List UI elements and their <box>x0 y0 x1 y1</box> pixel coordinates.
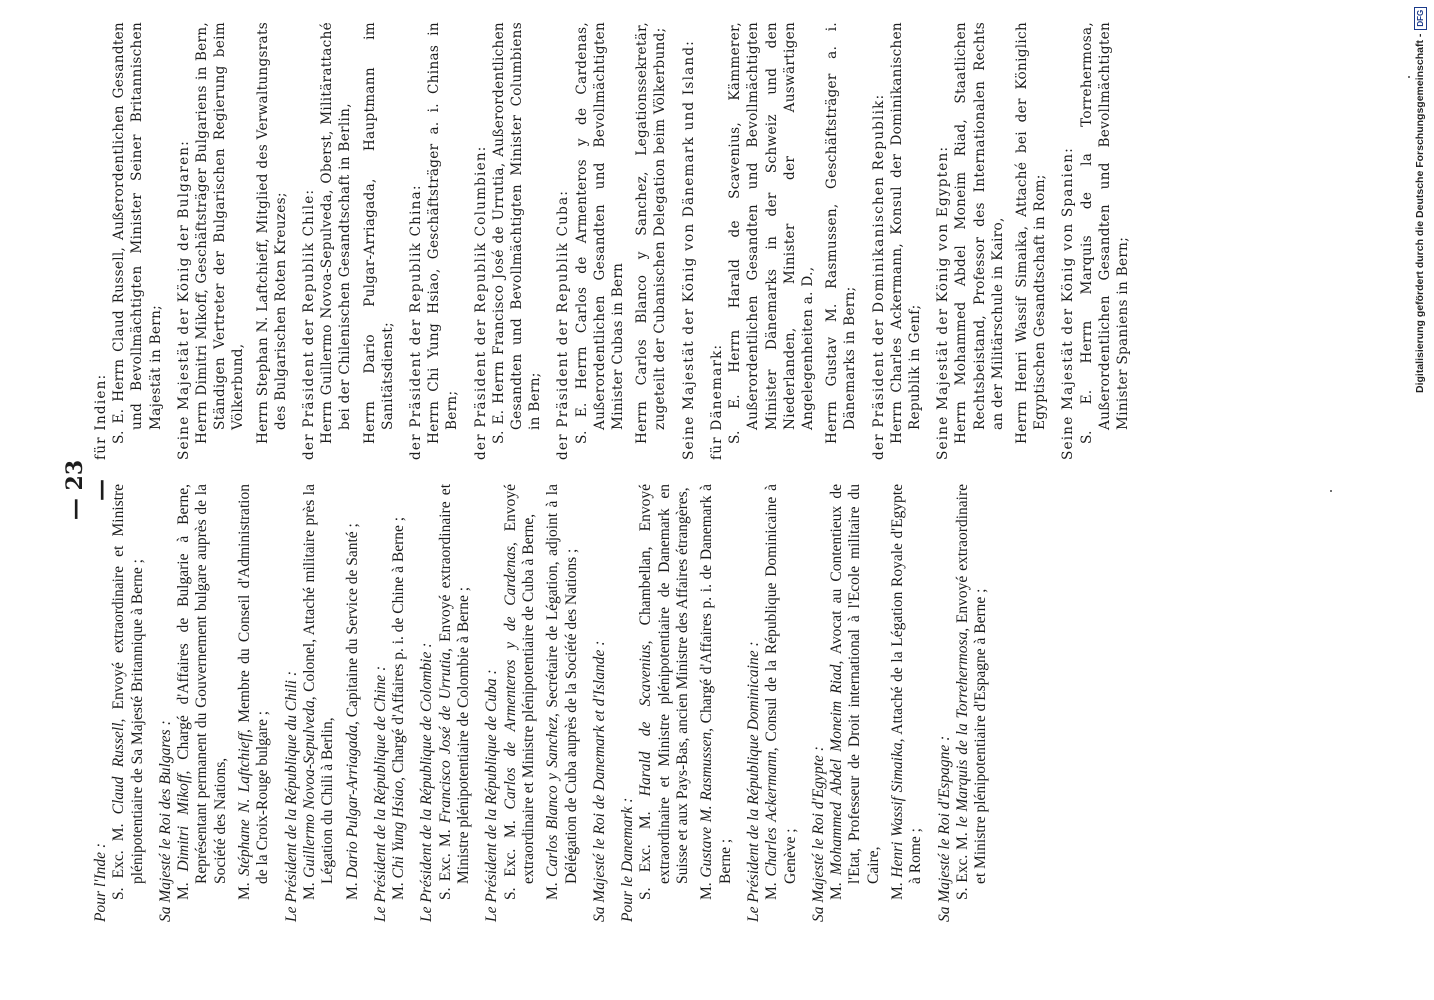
scan-speck <box>1330 490 1332 492</box>
section-header: Sa Majesté le Roi des Bulgares : <box>156 720 174 922</box>
entry-rest: Avocat au Contentieux de l'Etat, Professeur de Droit international à l'Ecole militaire du Caire, <box>828 484 882 884</box>
dfg-logo: DFG <box>1414 7 1427 30</box>
entry-rest: Envoyé extraordinaire et Ministre plénipotentiaire de Colombie à Berne ; <box>436 484 473 884</box>
entry-name: Gustave M. Rasmussen, <box>698 728 716 878</box>
entry-rest: Membre du Conseil d'Administration de la Croix-Rouge bulgare ; <box>236 484 272 884</box>
section <box>870 22 925 460</box>
entry-prefix: M. <box>888 877 906 900</box>
entry-prefix: M. <box>544 876 562 900</box>
section-header: der Präsident der Republik China: <box>408 184 425 460</box>
section-header: Pour l'Inde : <box>92 842 109 922</box>
entry-rest: Envoyé extraordinaire et Ministre plénipotentiaire de Sa Majesté Britannique à Berne ; <box>110 483 146 884</box>
entry-prefix: S. Exc. M. <box>110 814 128 900</box>
entry-name: Charles Ackermann, <box>763 747 781 877</box>
entry-prefix: M. <box>236 876 254 900</box>
delegate-entry: Herrn Guillermo Novoa-Sepulveda, Oberst, Militärattaché bei der Chilenischen Gesandtschaft in Berlin, <box>319 22 354 444</box>
entry-name: le Marquis de la Torrehermosa, <box>953 627 971 828</box>
entry-name: Carlos de Armenteros y de Cardenas, <box>501 542 519 810</box>
section <box>934 22 1049 460</box>
scan-speck <box>1408 76 1410 78</box>
section-header: Sa Majesté le Roi de Danemark et d'Islande : <box>590 640 608 922</box>
delegate-entry: S. E. Herrn Harald de Scavenius, Kämmerer, Außerordentlichen Gesandten und Bevollmächtigten Minister Dänemarks in der Schweiz und den Niederlanden, Minister der Auswärtigen Angelegenheiten a. D., <box>727 22 816 444</box>
delegate-entry <box>502 484 539 922</box>
entry-prefix: M. <box>175 871 193 900</box>
section <box>619 484 735 922</box>
delegate-entry <box>544 484 581 922</box>
section-header: Le Président de la République du Chili : <box>282 671 300 922</box>
entry-name: Henri Wassif Simaika, <box>888 738 906 878</box>
section-header: Le Président de la République Dominicaine : <box>744 641 762 922</box>
delegate-entry <box>763 484 800 922</box>
credit-text: Digitalisierung gefördert durch die Deutsche Forschungsgemeinschaft - <box>1414 33 1426 393</box>
section <box>1059 22 1132 460</box>
delegate-entry: S. E. Herrn Carlos de Armenteros y de Cardenas, Außerordentlichen Gesandten und Bevollmächtigten Minister Cubas in Bern <box>573 22 627 444</box>
section-header: Pour le Danemark : <box>619 797 637 922</box>
section <box>418 484 473 922</box>
section-header: Le Président de la République de Cuba : <box>483 669 501 922</box>
entry-rest: Chargé d'Affaires de Bulgarie à Berne, Représentant permanent du Gouvernement bulgare auprès de la Société des Nations, <box>175 484 229 884</box>
section <box>407 22 462 460</box>
section <box>936 484 991 922</box>
digitization-credit <box>1412 8 1434 393</box>
entry-name: Stéphane N. Laftchieff, <box>236 729 254 877</box>
delegate-entry <box>175 484 230 922</box>
entry-rest: Chargé d'Affaires p. i. de Danemark à Berne ; <box>698 484 734 884</box>
delegate-entry: Herrn Charles Ackermann, Konsul der Dominikanischen Republik in Genf; <box>888 22 923 444</box>
entry-name: Harald de Scavenius, <box>637 640 655 797</box>
delegate-entry: Herrn Carlos Blanco y Sanchez, Legationssekretär, zugeteilt der Cubanischen Delegation beim Völkerbund; <box>634 22 669 444</box>
delegate-entry <box>437 484 474 922</box>
delegate-entry <box>110 484 147 922</box>
section-header: für Dänemark: <box>708 343 725 460</box>
delegate-entry: Herrn Henri Wassif Simaika, Attaché bei der Königlich Egyptischen Gesandtschaft in Rom; <box>1013 22 1049 444</box>
section <box>745 484 800 922</box>
section-header: Seine Majestät der König von Spanien: <box>1060 146 1077 460</box>
entry-rest: Colonel, Attaché militaire près la Légation du Chili à Berlin, <box>300 484 337 884</box>
section-header: der Präsident der Republik Cuba: <box>555 189 572 460</box>
entry-prefix: M. <box>828 875 846 900</box>
section <box>472 22 545 460</box>
entry-prefix: M. <box>343 878 361 900</box>
entry-rest: Consul de la République Dominicaine à Genève ; <box>763 484 799 884</box>
section-header: der Präsident der Republik Chile: <box>301 188 318 460</box>
delegate-entry <box>301 484 338 922</box>
section-header: Sa Majesté le Roi d'Espagne : <box>935 735 953 922</box>
delegate-entry: S. E. Herrn Marquis de la Torrehermosa, Außerordentlichen Gesandten und Bevollmächtigten Minister Spaniens in Bern; <box>1078 22 1131 444</box>
section-header: Seine Majestät der König von Egypten: <box>935 145 952 460</box>
section-header: Seine Majestät der König von Dänemark und Island: <box>680 39 697 460</box>
entry-rest: Attaché de la Légation Royale d'Egypte à Rome ; <box>888 484 925 884</box>
entry-prefix: M. <box>763 876 781 900</box>
delegate-entry <box>390 484 408 922</box>
section-header: Seine Majestät der König der Bulgaren: <box>175 139 192 460</box>
german-column <box>92 22 1142 460</box>
entry-name: Dario Pulgar-Arriagada, <box>343 721 361 879</box>
entry-name: Carlos Blanco y Sanchez, <box>544 713 562 877</box>
entry-prefix: M. <box>698 877 716 900</box>
section <box>283 484 362 922</box>
entry-prefix: S. Exc. M. <box>637 796 655 900</box>
section-header: für Indien: <box>93 373 109 460</box>
delegate-entry: Herrn Stephan N. Laftchieff, Mitglied des Verwaltungsrats des Bulgarischen Roten Kreuzes; <box>254 22 289 444</box>
page-number: — 23 — <box>62 459 114 521</box>
entry-rest: Chargé d'Affaires p. i. de Chine à Berne ; <box>390 516 408 777</box>
entry-name: Dimitri Mikoff, <box>175 770 193 872</box>
entry-rest: Envoyé extraordinaire et Ministre plénipotentiaire d'Espagne à Berne ; <box>953 484 990 884</box>
entry-prefix: S. Exc. M. <box>436 823 454 900</box>
delegate-entry <box>637 484 692 922</box>
delegate-entry: Herrn Dimitri Mikoff, Geschäftsträger Bulgariens in Bern, Ständigen Vertreter der Bulgarischen Regierung beim Völkerbund, <box>194 22 247 444</box>
delegate-entry: Herrn Mohammed Abdel Moneim Riad, Staatlichen Rechtsbeistand, Professor des Internationalen Rechts an der Militärschule in Kairo, <box>953 22 1006 444</box>
section <box>92 484 147 922</box>
section <box>680 22 698 460</box>
section-header: Sa Majesté le Roi d'Egypte : <box>809 746 827 922</box>
delegate-entry <box>236 484 273 922</box>
section <box>810 484 926 922</box>
delegate-entry <box>889 484 926 922</box>
delegate-entry: S. E. Herrn Francisco José de Urrutia, Außerordentlichen Gesandten und Bevollmächtigten Minister Columbiens in Bern; <box>490 22 544 444</box>
entry-rest: Chambellan, Envoyé extraordinaire et Ministre plénipotentiaire de Danemark en Suisse et aux Pays-Bas, ancien Ministre des Affaires étrangères, <box>637 483 692 884</box>
delegate-entry: Herrn Dario Pulgar-Arriagada, Hauptmann im Sanitätsdienst; <box>361 22 396 444</box>
section <box>175 22 290 460</box>
section-header: Le Président de la République de Colombie : <box>418 642 436 922</box>
entry-prefix: M. <box>390 878 408 900</box>
section <box>372 484 409 922</box>
section <box>591 484 609 922</box>
entry-prefix: M. <box>300 877 318 900</box>
section <box>92 22 165 460</box>
entry-prefix: S. Exc. M. <box>501 809 519 900</box>
french-column <box>92 484 1000 922</box>
delegate-entry: Herrn Gustav M. Rasmussen, Geschäftsträger a. i. Dänemarks in Bern; <box>824 22 859 444</box>
delegate-entry: S. E. Herrn Claud Russell, Außerordentlichen Gesandten und Bevollmächtigten Minister Seiner Britannischen Majestät in Bern; <box>111 22 164 444</box>
entry-prefix: S. Exc. M. <box>953 827 971 900</box>
delegate-entry: Herrn Chi Yung Hsiao, Geschäftsträger a. i. Chinas in Bern; <box>426 22 461 444</box>
delegate-entry <box>828 484 883 922</box>
entry-rest: Secrétaire de Légation, adjoint à la Délégation de Cuba auprès de la Société des Nations ; <box>544 484 580 884</box>
delegate-entry <box>344 484 362 922</box>
section-header: der Präsident der Dominikanischen Republik: <box>870 93 887 460</box>
section <box>157 484 273 922</box>
entry-rest: Capitaine du Service de Santé ; <box>343 523 361 722</box>
entry-name: Guillermo Novoa-Sepulveda, <box>300 696 318 878</box>
section-header: der Präsident der Republik Columbien: <box>472 145 489 460</box>
delegate-entry <box>698 484 735 922</box>
section <box>483 484 580 922</box>
entry-name: Francisco José de Urrutia, <box>436 648 454 824</box>
section-header: Le Président de la République de Chine : <box>371 665 389 922</box>
section <box>300 22 397 460</box>
section <box>708 22 860 460</box>
entry-name: Chi Yung Hsiao, <box>390 776 408 879</box>
entry-name: Mohammed Abdel Moneim Riad, <box>828 660 846 876</box>
section <box>554 22 669 460</box>
entry-name: Claud Russell, <box>110 718 128 815</box>
entry-rest: Envoyé extraordinaire et Ministre plénipotentiaire de Cuba à Berne, <box>501 484 537 884</box>
delegate-entry <box>954 484 991 922</box>
